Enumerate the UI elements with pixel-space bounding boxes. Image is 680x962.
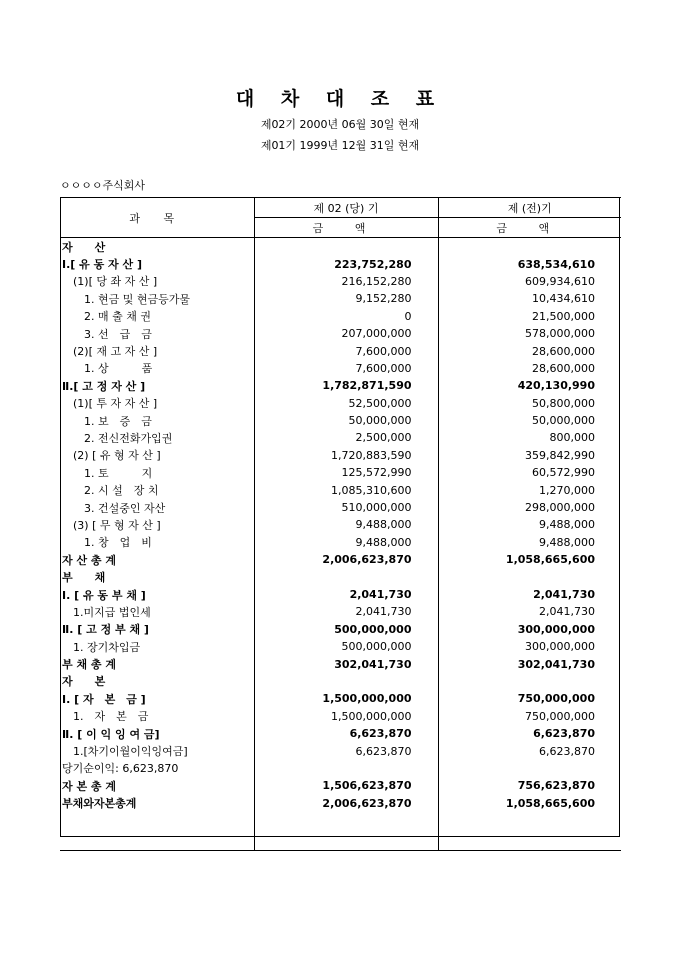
table-row [60, 742, 621, 759]
row-label: 2. 시 설 장 치 [60, 481, 254, 498]
table-row [60, 499, 621, 516]
current-amount [254, 238, 438, 256]
table-row [60, 551, 621, 568]
previous-amount: 10,434,610 [532, 292, 595, 306]
row-label: 자 산 [60, 238, 254, 256]
table-row [60, 690, 621, 707]
table-row [60, 725, 621, 742]
period-previous: 제01기 1999년 12월 31일 현재 [260, 139, 420, 152]
table-row [60, 568, 621, 585]
current-amount: 9,488,000 [254, 534, 438, 551]
subject-header: 과 목 [60, 198, 254, 238]
current-amount: 1,085,310,600 [254, 481, 438, 498]
current-amount: 6,623,870 [254, 742, 438, 759]
row-label: 1. 상 품 [60, 360, 254, 377]
current-amount: 500,000,000 [254, 621, 438, 638]
current-amount: 1,506,623,870 [254, 777, 438, 794]
previous-amount: 9,488,000 [539, 535, 595, 549]
row-label: 1. 장기차입금 [60, 638, 254, 655]
company-name: ㅇㅇㅇㅇ주식회사 [60, 179, 146, 192]
previous-amount: 1,058,665,600 [505, 553, 595, 567]
previous-amount [438, 568, 621, 585]
previous-amount [438, 673, 621, 690]
current-amount: 216,152,280 [254, 273, 438, 290]
previous-amount: 359,842,990 [525, 448, 595, 462]
previous-amount: 750,000,000 [525, 709, 595, 723]
table-row [60, 308, 621, 325]
previous-amount: 2,041,730 [539, 605, 595, 619]
row-label: 당기순이익: 6,623,870 [60, 760, 254, 777]
previous-amount: 50,000,000 [532, 414, 595, 428]
table-row [60, 516, 621, 533]
previous-amount-header: 금 액 [438, 218, 621, 238]
previous-amount: 50,800,000 [532, 396, 595, 410]
row-label: Ⅰ.[ 유 동 자 산 ] [60, 255, 254, 272]
current-amount: 2,500,000 [254, 429, 438, 446]
balance-sheet-table [60, 197, 621, 851]
table-row [60, 395, 621, 412]
previous-amount: 750,000,000 [517, 692, 595, 706]
table-row [60, 673, 621, 690]
table-row [60, 638, 621, 655]
current-amount: 0 [254, 308, 438, 325]
row-label: Ⅰ. [ 자 본 금 ] [60, 690, 254, 707]
row-label: (1)[ 당 좌 자 산 ] [60, 273, 254, 290]
current-amount: 500,000,000 [254, 638, 438, 655]
row-label: 3. 선 급 금 [60, 325, 254, 342]
row-label: 부채와자본총계 [60, 795, 254, 812]
blank-cell [254, 812, 438, 851]
row-label: (3) [ 무 형 자 산 ] [60, 516, 254, 533]
current-amount: 510,000,000 [254, 499, 438, 516]
current-amount: 1,500,000,000 [254, 708, 438, 725]
previous-amount: 9,488,000 [539, 518, 595, 532]
current-amount: 1,782,871,590 [254, 377, 438, 394]
current-amount: 50,000,000 [254, 412, 438, 429]
row-label: 자 본 [60, 673, 254, 690]
table-row [60, 760, 621, 777]
current-amount: 7,600,000 [254, 342, 438, 359]
row-label: Ⅱ. [ 고 정 부 채 ] [60, 621, 254, 638]
current-amount: 2,006,623,870 [254, 551, 438, 568]
table-row [60, 534, 621, 551]
previous-period-header: 제 (전)기 [438, 198, 621, 218]
current-amount: 52,500,000 [254, 395, 438, 412]
table-row [60, 273, 621, 290]
row-label: 1. 현금 및 현금등가물 [60, 290, 254, 307]
table-row [60, 255, 621, 272]
previous-amount: 6,623,870 [533, 727, 595, 741]
row-label: 1. 토 지 [60, 464, 254, 481]
table-row [60, 290, 621, 307]
blank-row [60, 812, 621, 851]
current-amount: 1,720,883,590 [254, 447, 438, 464]
previous-amount: 1,058,665,600 [505, 796, 595, 810]
table-row [60, 777, 621, 794]
table-row [60, 238, 621, 256]
previous-amount: 302,041,730 [517, 657, 595, 671]
row-label: 1. 보 증 금 [60, 412, 254, 429]
previous-amount: 21,500,000 [532, 309, 595, 323]
row-label: 자 본 총 계 [60, 777, 254, 794]
row-label: Ⅱ.[ 고 정 자 산 ] [60, 377, 254, 394]
table-row [60, 377, 621, 394]
previous-amount: 300,000,000 [525, 640, 595, 654]
table-row [60, 621, 621, 638]
previous-amount [438, 760, 621, 777]
table-row [60, 412, 621, 429]
current-amount [254, 568, 438, 585]
current-amount: 223,752,280 [254, 255, 438, 272]
previous-amount: 638,534,610 [517, 257, 595, 271]
current-amount: 2,041,730 [254, 603, 438, 620]
blank-cell [438, 812, 621, 851]
current-amount: 6,623,870 [254, 725, 438, 742]
table-row [60, 360, 621, 377]
current-period-header: 제 02 (당) 기 [254, 198, 438, 218]
current-amount: 9,152,280 [254, 290, 438, 307]
table-row [60, 464, 621, 481]
current-amount [254, 760, 438, 777]
row-label: Ⅱ. [ 이 익 잉 여 금] [60, 725, 254, 742]
row-label: 자 산 총 계 [60, 551, 254, 568]
row-label: 1. 자 본 금 [60, 708, 254, 725]
table-row [60, 447, 621, 464]
previous-amount: 578,000,000 [525, 327, 595, 341]
current-amount: 1,500,000,000 [254, 690, 438, 707]
previous-amount: 756,623,870 [517, 779, 595, 793]
row-label: 부 채 [60, 568, 254, 585]
current-amount: 9,488,000 [254, 516, 438, 533]
header-row-periods [60, 198, 621, 218]
current-amount [254, 673, 438, 690]
table-row [60, 708, 621, 725]
previous-amount: 6,623,870 [539, 744, 595, 758]
current-amount: 2,006,623,870 [254, 795, 438, 812]
table-body [60, 238, 621, 851]
current-amount: 125,572,990 [254, 464, 438, 481]
current-amount: 302,041,730 [254, 655, 438, 672]
table-row [60, 603, 621, 620]
previous-amount: 28,600,000 [532, 361, 595, 375]
table-row [60, 655, 621, 672]
row-label: 부 채 총 계 [60, 655, 254, 672]
row-label: 2. 전신전화가입권 [60, 429, 254, 446]
row-label: 2. 매 출 채 권 [60, 308, 254, 325]
previous-amount: 800,000 [549, 431, 595, 445]
blank-cell [60, 812, 254, 851]
current-amount: 2,041,730 [254, 586, 438, 603]
row-label: (1)[ 투 자 자 산 ] [60, 395, 254, 412]
table-row [60, 481, 621, 498]
previous-amount: 60,572,990 [532, 466, 595, 480]
row-label: 1. 창 업 비 [60, 534, 254, 551]
current-amount: 7,600,000 [254, 360, 438, 377]
period-current: 제02기 2000년 06월 30일 현재 [260, 118, 420, 131]
row-label: 1.미지급 법인세 [60, 603, 254, 620]
table-row [60, 325, 621, 342]
previous-amount: 420,130,990 [517, 379, 595, 393]
previous-amount: 2,041,730 [533, 588, 595, 601]
table-row [60, 342, 621, 359]
previous-amount: 1,270,000 [539, 483, 595, 497]
row-label: (2)[ 재 고 자 산 ] [60, 342, 254, 359]
previous-amount: 300,000,000 [517, 622, 595, 636]
current-amount-header: 금 액 [254, 218, 438, 238]
previous-amount: 298,000,000 [525, 501, 595, 515]
row-label: Ⅰ. [ 유 동 부 채 ] [60, 586, 254, 603]
table-row [60, 795, 621, 812]
table-row [60, 429, 621, 446]
previous-amount: 609,934,610 [525, 274, 595, 288]
row-label: 3. 건설중인 자산 [60, 499, 254, 516]
current-amount: 207,000,000 [254, 325, 438, 342]
previous-amount: 28,600,000 [532, 344, 595, 358]
previous-amount [438, 238, 621, 256]
document-title: 대 차 대 조 표 [235, 88, 445, 110]
table-row [60, 586, 621, 603]
row-label: 1.[차기이월이익잉여금] [60, 742, 254, 759]
row-label: (2) [ 유 형 자 산 ] [60, 447, 254, 464]
